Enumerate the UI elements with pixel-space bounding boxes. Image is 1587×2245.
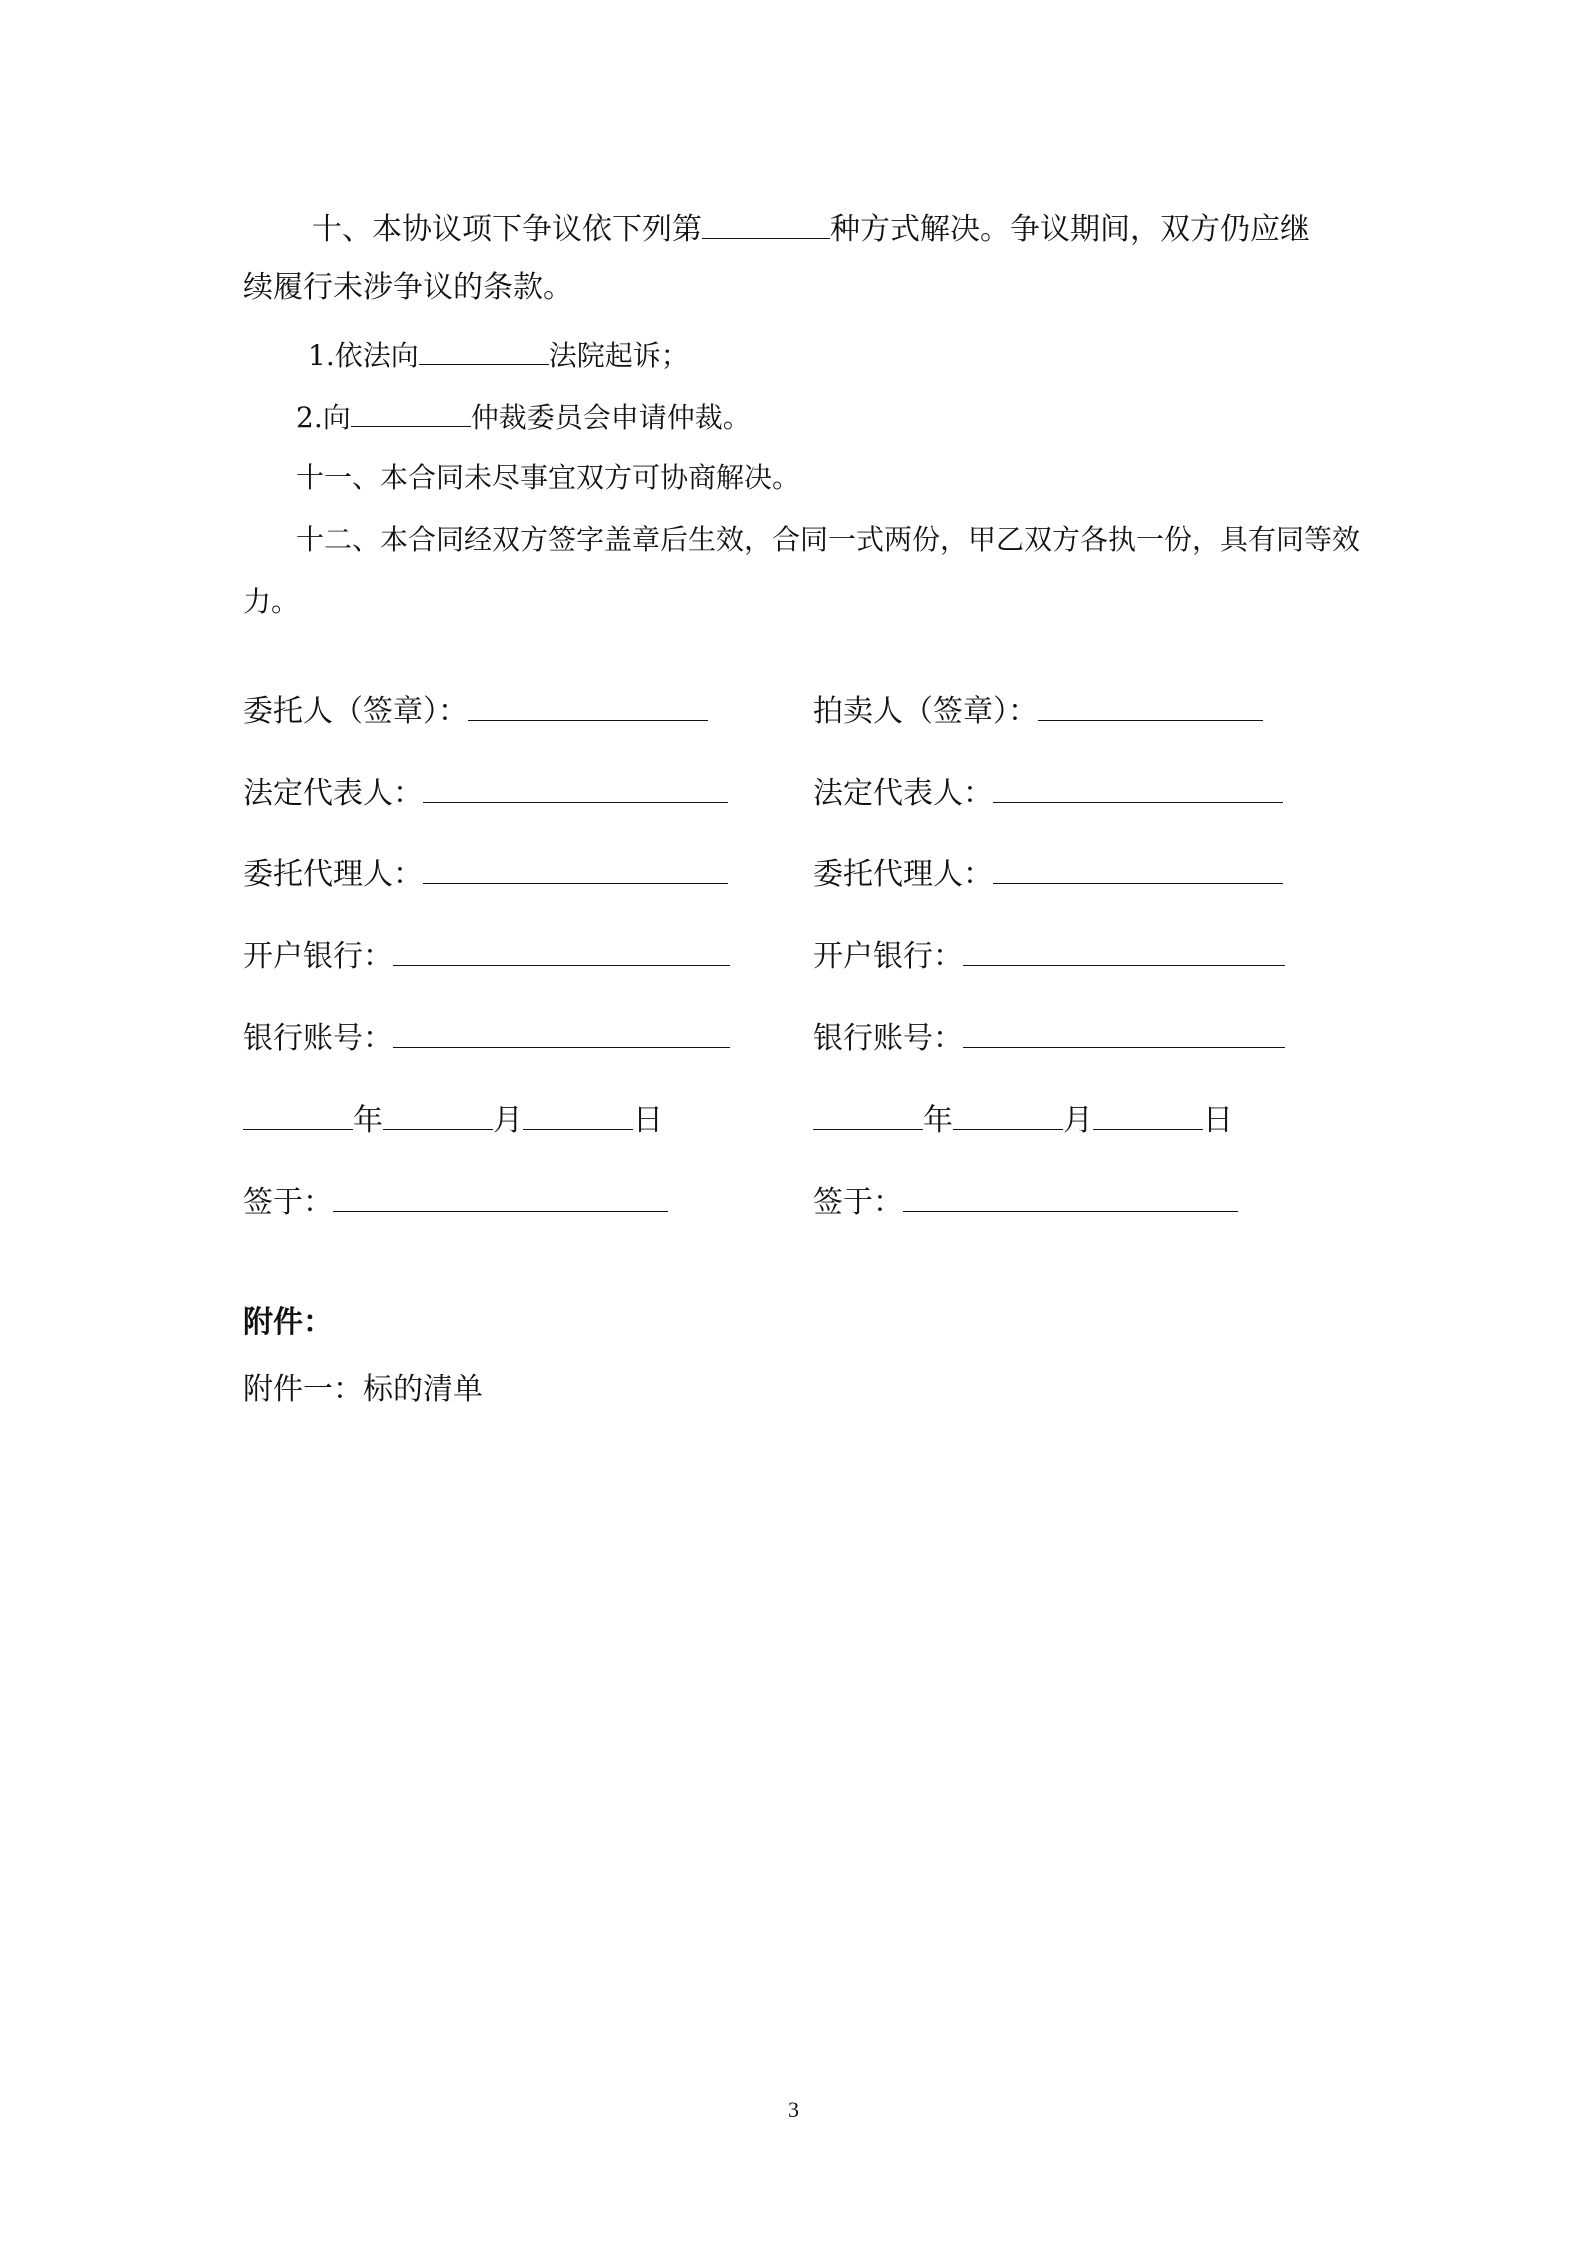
clause-11: 十一、本合同未尽事宜双方可协商解决。 <box>296 461 801 494</box>
right-legal-rep-label: 法定代表人： <box>813 776 993 811</box>
clause-10-line-2: 续履行未涉争议的条款。 <box>243 270 573 305</box>
left-legal-rep-row <box>243 772 728 814</box>
right-month-blank <box>953 1099 1063 1130</box>
right-signed-at-label: 签于： <box>813 1185 903 1220</box>
dispute-option-2 <box>296 396 751 438</box>
left-agent-row <box>243 853 728 895</box>
right-day-label: 日 <box>1203 1103 1233 1138</box>
option-1-suffix: 法院起诉； <box>548 339 689 372</box>
left-signed-at-row <box>243 1181 668 1223</box>
right-account-label: 银行账号： <box>813 1021 963 1056</box>
right-bank-row <box>813 935 1285 977</box>
right-legal-rep-row <box>813 772 1283 814</box>
principal-signature-row <box>243 690 708 732</box>
right-account-line <box>963 1017 1285 1048</box>
right-agent-row <box>813 853 1283 895</box>
clause-10-text-a: 十、本协议项下争议依下列第 <box>312 212 702 247</box>
left-month-blank <box>383 1099 493 1130</box>
left-year-label: 年 <box>353 1103 383 1138</box>
auctioneer-signature-line <box>1038 690 1263 721</box>
option-1-prefix: 1.依法向 <box>308 339 419 372</box>
left-day-label: 日 <box>633 1103 663 1138</box>
right-bank-line <box>963 935 1285 966</box>
left-signed-at-line <box>333 1181 668 1212</box>
left-bank-row <box>243 935 730 977</box>
principal-label: 委托人（签章）： <box>243 694 468 729</box>
clause-10-text-b: 种方式解决。争议期间，双方仍应继 <box>830 212 1310 247</box>
arbitration-commission-blank <box>351 396 471 427</box>
clause-10-line-1 <box>312 208 1310 250</box>
principal-signature-line <box>468 690 708 721</box>
right-month-label: 月 <box>1063 1103 1093 1138</box>
right-agent-label: 委托代理人： <box>813 857 993 892</box>
page-number: 3 <box>788 2097 799 2122</box>
right-year-label: 年 <box>923 1103 953 1138</box>
right-signed-at-line <box>903 1181 1238 1212</box>
right-agent-line <box>993 853 1283 884</box>
court-name-blank <box>419 334 549 365</box>
right-signed-at-row <box>813 1181 1238 1223</box>
left-bank-line <box>393 935 730 966</box>
left-account-row <box>243 1017 730 1059</box>
left-year-blank <box>243 1099 353 1130</box>
right-date-row <box>813 1099 1233 1141</box>
left-month-label: 月 <box>493 1103 523 1138</box>
left-agent-label: 委托代理人： <box>243 857 423 892</box>
attachments-heading: 附件： <box>243 1305 333 1340</box>
left-legal-rep-line <box>423 772 728 803</box>
attachment-item-1: 附件一：标的清单 <box>243 1372 483 1407</box>
right-day-blank <box>1093 1099 1203 1130</box>
clause-12-line-2: 力。 <box>243 585 300 618</box>
right-account-row <box>813 1017 1285 1059</box>
left-legal-rep-label: 法定代表人： <box>243 776 423 811</box>
left-account-line <box>393 1017 730 1048</box>
left-date-row <box>243 1099 663 1141</box>
auctioneer-signature-row <box>813 690 1263 732</box>
left-signed-at-label: 签于： <box>243 1185 333 1220</box>
left-agent-line <box>423 853 728 884</box>
option-2-prefix: 2.向 <box>296 401 351 434</box>
right-bank-label: 开户银行： <box>813 939 963 974</box>
clause-12-line-1: 十二、本合同经双方签字盖章后生效，合同一式两份，甲乙双方各执一份，具有同等效 <box>296 523 1361 556</box>
left-account-label: 银行账号： <box>243 1021 393 1056</box>
right-year-blank <box>813 1099 923 1130</box>
left-bank-label: 开户银行： <box>243 939 393 974</box>
left-day-blank <box>523 1099 633 1130</box>
method-number-blank <box>702 208 830 239</box>
auctioneer-label: 拍卖人（签章）： <box>813 694 1038 729</box>
right-legal-rep-line <box>993 772 1283 803</box>
option-2-suffix: 仲裁委员会申请仲裁。 <box>470 401 751 434</box>
dispute-option-1 <box>308 334 689 376</box>
